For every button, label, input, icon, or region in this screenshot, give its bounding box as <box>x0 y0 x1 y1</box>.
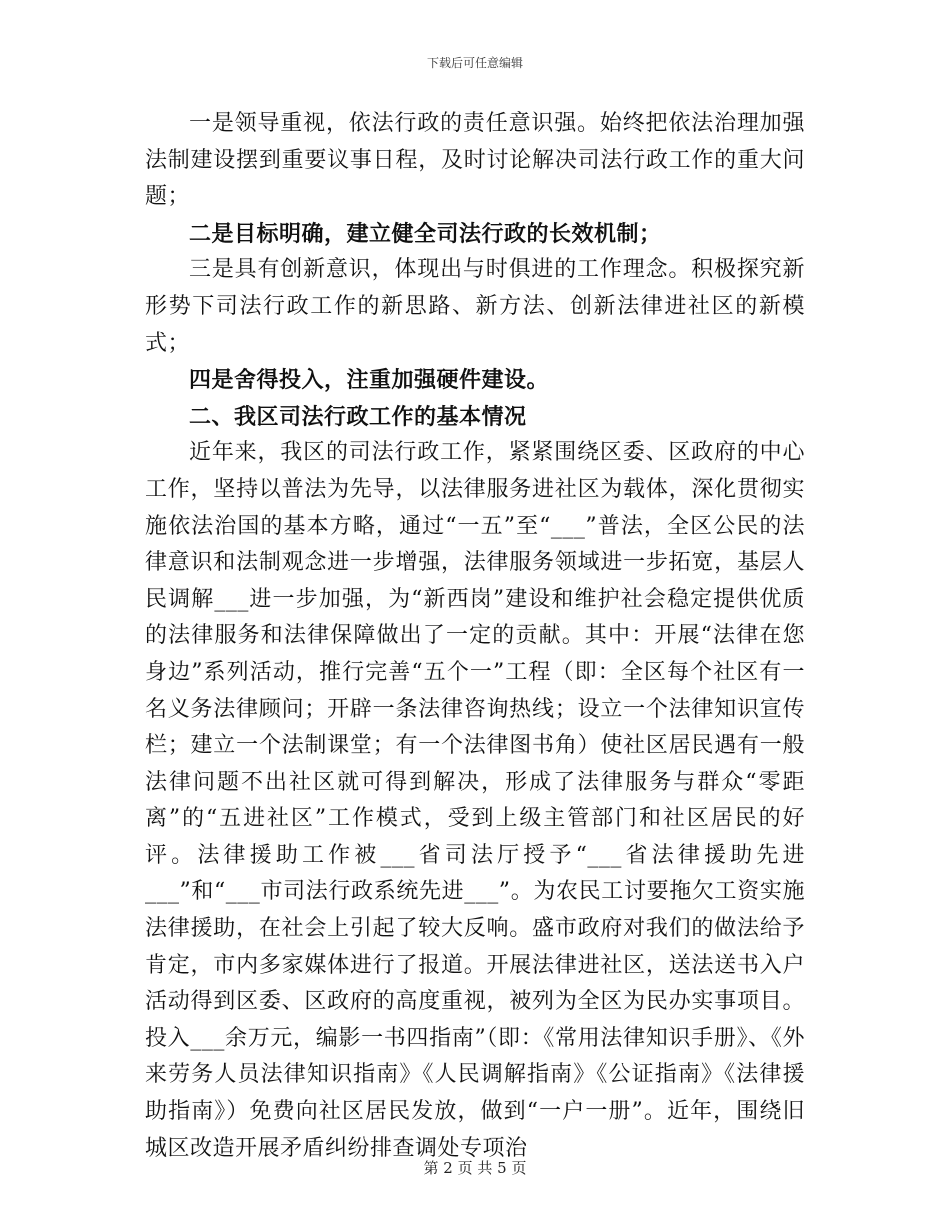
section-heading: 二、我区司法行政工作的基本情况 <box>189 403 527 430</box>
paragraph-investment: 四是舍得投入，注重加强硬件建设。 <box>189 367 550 394</box>
paragraph-leadership: 一是领导重视，依法行政的责任意识强。始终把依法治理加强法制建设摆到重要议事日程，及时讨论解决司法行政工作的重大问题； <box>145 111 805 210</box>
paragraph-goals: 二是目标明确，建立健全司法行政的长效机制； <box>189 220 662 247</box>
paragraph-innovation: 三是具有创新意识，体现出与时俱进的工作理念。积极探究新形势下司法行政工作的新思路、新方法、创新法律进社区的新模式； <box>145 257 805 356</box>
page-number: 第 2 页 共 5 页 <box>423 1159 527 1177</box>
document-body <box>145 106 805 1167</box>
paragraph-basic-situation: 近年来，我区的司法行政工作，紧紧围绕区委、区政府的中心工作，坚持以普法为先导，以法律服务进社区为载体，深化贯彻实施依法治国的基本方略，通过“一五”至“___”普法，全区公民的法律意识和法制观念进一步增强，法律服务领域进一步拓宽，基层人民调解___进一步加强，为“新西岗”建设和维护社会稳定提供优质的法律服务和法律保障做出了一定的贡献。其中：开展“法律在您身边”系列活动，推行完善“五个一”工程（即：全区每个社区有一名义务法律顾问；开辟一条法律咨询热线；设立一个法律知识宣传栏；建立一个法制课堂；有一个法律图书角）使社区居民遇有一般法律问题不出社区就可得到解决，形成了法律服务与群众“零距离”的“五进社区”工作模式，受到上级主管部门和社区居民的好评。法律援助工作被___省司法厅授予“___省法律援助先进___”和“___市司法行政系统先进___”。为农民工讨要拖欠工资实施法律援助，在社会上引起了较大反响。盛市政府对我们的做法给予肯定，市内多家媒体进行了报道。开展法律进社区，送法送书入户活动得到区委、区政府的高度重视，被列为全区为民办实事项目。投入___余万元，编影一书四指南”（即：《常用法律知识手册》、《外来劳务人员法律知识指南》《人民调解指南》《公证指南》《法律援助指南》）免费向社区居民发放，做到“一户一册”。近年，围绕旧城区改造开展矛盾纠纷排查调处专项治 <box>145 440 805 1161</box>
page-header-note: 下载后可任意编辑 <box>426 56 523 70</box>
